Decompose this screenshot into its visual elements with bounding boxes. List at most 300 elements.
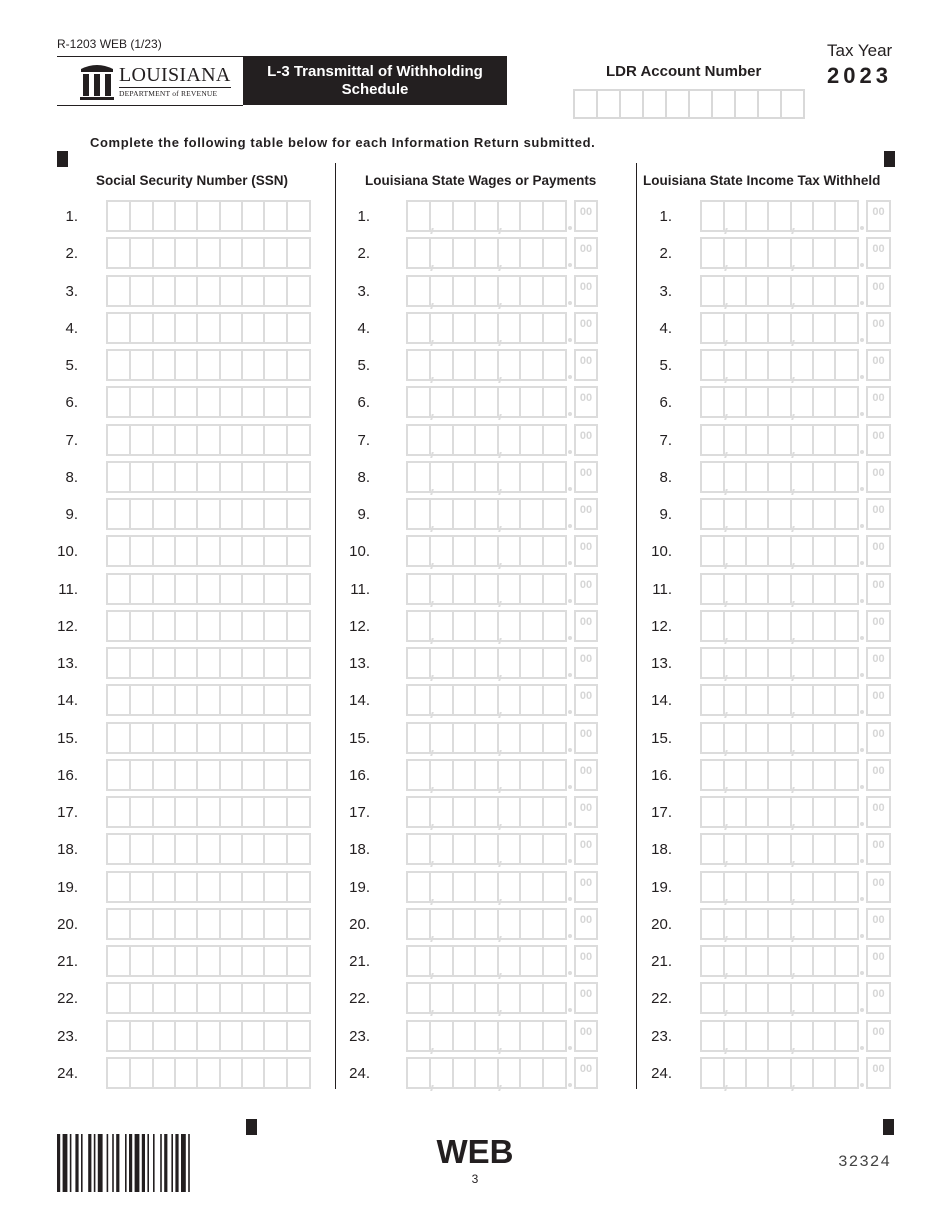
tax-withheld-cents-input[interactable]: 00 (866, 945, 891, 977)
tax-withheld-dollars-input[interactable] (700, 275, 859, 307)
tax-withheld-dollars-input[interactable] (700, 722, 859, 754)
ldr-digit-box[interactable] (667, 91, 690, 117)
digit-divider (429, 612, 431, 640)
tax-withheld-cents-input[interactable]: 00 (866, 386, 891, 418)
digit-divider (542, 351, 544, 379)
digit-divider (241, 612, 243, 640)
digit-divider (263, 761, 265, 789)
digit-divider (812, 500, 814, 528)
registration-mark (246, 1119, 257, 1135)
row-number: 21. (349, 953, 370, 970)
wages-dollars-input[interactable] (406, 349, 567, 381)
wages-dollars-input[interactable] (406, 647, 567, 679)
decimal-point (860, 338, 864, 342)
tax-withheld-cents-input[interactable]: 00 (866, 833, 891, 865)
tax-withheld-cents-input[interactable]: 00 (866, 461, 891, 493)
digit-divider (497, 798, 499, 826)
tax-withheld-cents-input[interactable]: 00 (866, 275, 891, 307)
digit-divider (286, 351, 288, 379)
digit-divider (452, 537, 454, 565)
wages-cents-input[interactable]: 00 (574, 535, 598, 567)
tax-withheld-cents-input[interactable]: 00 (866, 647, 891, 679)
wages-dollars-input[interactable] (406, 237, 567, 269)
wages-dollars-input[interactable] (406, 833, 567, 865)
row-number: 12. (349, 618, 370, 635)
digit-divider (196, 463, 198, 491)
digit-divider (429, 351, 431, 379)
tax-withheld-dollars-input[interactable] (700, 573, 859, 605)
tax-withheld-dollars-input[interactable] (700, 908, 859, 940)
digit-divider (429, 649, 431, 677)
digit-divider (723, 835, 725, 863)
digit-divider (241, 575, 243, 603)
tax-withheld-cents-input[interactable]: 00 (866, 349, 891, 381)
wages-dollars-input[interactable] (406, 1020, 567, 1052)
digit-divider (174, 202, 176, 230)
wages-dollars-input[interactable] (406, 498, 567, 530)
decimal-point (568, 375, 572, 379)
wages-dollars-input[interactable] (406, 573, 567, 605)
comma-separator (431, 303, 438, 309)
row-number: 1. (65, 208, 78, 225)
digit-divider (474, 835, 476, 863)
decimal-point (860, 673, 864, 677)
comma-separator (498, 712, 505, 718)
digit-divider (723, 873, 725, 901)
digit-divider (812, 686, 814, 714)
row-number: 7. (357, 432, 370, 449)
wages-cents-input[interactable]: 00 (574, 647, 598, 679)
tax-withheld-dollars-input[interactable] (700, 982, 859, 1014)
ssn-input[interactable] (106, 833, 311, 865)
digit-divider (745, 835, 747, 863)
digit-divider (152, 575, 154, 603)
barcode-bar (98, 1134, 103, 1192)
wages-cents-input[interactable]: 00 (574, 312, 598, 344)
row-number: 3. (65, 283, 78, 300)
louisiana-revenue-logo (57, 56, 243, 106)
comma-separator (791, 899, 798, 905)
barcode-bar (81, 1134, 83, 1192)
tax-withheld-dollars-input[interactable] (700, 945, 859, 977)
digit-divider (196, 612, 198, 640)
digit-divider (834, 761, 836, 789)
wages-dollars-input[interactable] (406, 871, 567, 903)
ssn-input[interactable] (106, 312, 311, 344)
ssn-input[interactable] (106, 237, 311, 269)
tax-withheld-dollars-input[interactable] (700, 386, 859, 418)
digit-divider (429, 277, 431, 305)
tax-withheld-cents-input[interactable]: 00 (866, 312, 891, 344)
digit-divider (152, 314, 154, 342)
ssn-input[interactable] (106, 386, 311, 418)
digit-divider (452, 277, 454, 305)
decimal-point (860, 934, 864, 938)
column-divider (636, 163, 637, 1089)
digit-divider (196, 1059, 198, 1087)
wages-cents-input[interactable]: 00 (574, 796, 598, 828)
tax-withheld-dollars-input[interactable] (700, 237, 859, 269)
ssn-input[interactable] (106, 498, 311, 530)
digit-divider (474, 314, 476, 342)
ssn-input[interactable] (106, 1057, 311, 1089)
wages-dollars-input[interactable] (406, 386, 567, 418)
wages-dollars-input[interactable] (406, 945, 567, 977)
digit-divider (241, 537, 243, 565)
comma-separator (431, 1010, 438, 1016)
wages-dollars-input[interactable] (406, 610, 567, 642)
wages-dollars-input[interactable] (406, 535, 567, 567)
digit-divider (174, 724, 176, 752)
tax-withheld-cents-input[interactable]: 00 (866, 796, 891, 828)
tax-withheld-cents-input[interactable]: 00 (866, 573, 891, 605)
digit-divider (790, 686, 792, 714)
wages-dollars-input[interactable] (406, 759, 567, 791)
digit-divider (219, 612, 221, 640)
ldr-digit-box[interactable] (759, 91, 782, 117)
digit-divider (519, 984, 521, 1012)
ssn-input[interactable] (106, 349, 311, 381)
registration-mark (57, 151, 68, 167)
tax-withheld-cents-input[interactable]: 00 (866, 684, 891, 716)
wages-cents-input[interactable]: 00 (574, 945, 598, 977)
ssn-input[interactable] (106, 424, 311, 456)
digit-divider (497, 239, 499, 267)
ssn-input[interactable] (106, 982, 311, 1014)
row-number: 11. (350, 581, 370, 598)
comma-separator (724, 340, 731, 346)
comma-separator (791, 675, 798, 681)
digit-divider (723, 910, 725, 938)
wages-dollars-input[interactable] (406, 200, 567, 232)
wages-cents-input[interactable]: 00 (574, 386, 598, 418)
row-number: 23. (57, 1028, 78, 1045)
digit-divider (474, 277, 476, 305)
ssn-input[interactable] (106, 573, 311, 605)
digit-divider (152, 798, 154, 826)
barcode-bar (88, 1134, 91, 1192)
digit-divider (219, 314, 221, 342)
digit-divider (519, 314, 521, 342)
tax-withheld-dollars-input[interactable] (700, 1057, 859, 1089)
digit-divider (241, 686, 243, 714)
logo-name: LOUISIANA (119, 64, 231, 86)
tax-withheld-cents-input[interactable]: 00 (866, 759, 891, 791)
digit-divider (519, 239, 521, 267)
tax-withheld-dollars-input[interactable] (700, 610, 859, 642)
digit-divider (452, 426, 454, 454)
tax-withheld-dollars-input[interactable] (700, 1020, 859, 1052)
tax-withheld-cents-input[interactable]: 00 (866, 1057, 891, 1089)
ldr-digit-box[interactable] (713, 91, 736, 117)
digit-divider (286, 798, 288, 826)
tax-withheld-dollars-input[interactable] (700, 833, 859, 865)
row-number: 6. (357, 394, 370, 411)
ssn-input[interactable] (106, 535, 311, 567)
digit-divider (812, 202, 814, 230)
digit-divider (497, 873, 499, 901)
ssn-input[interactable] (106, 759, 311, 791)
tax-withheld-dollars-input[interactable] (700, 349, 859, 381)
row-number: 4. (357, 320, 370, 337)
digit-divider (834, 1059, 836, 1087)
digit-divider (790, 500, 792, 528)
wages-cents-input[interactable]: 00 (574, 908, 598, 940)
wages-dollars-input[interactable] (406, 722, 567, 754)
digit-divider (790, 537, 792, 565)
decimal-point (860, 748, 864, 752)
tax-withheld-dollars-input[interactable] (700, 684, 859, 716)
comma-separator (431, 861, 438, 867)
wages-cents-input[interactable]: 00 (574, 237, 598, 269)
tax-withheld-dollars-input[interactable] (700, 424, 859, 456)
tax-withheld-cents-input[interactable]: 00 (866, 610, 891, 642)
comma-separator (791, 936, 798, 942)
digit-divider (452, 761, 454, 789)
wages-dollars-input[interactable] (406, 796, 567, 828)
digit-divider (129, 984, 131, 1012)
comma-separator (791, 1085, 798, 1091)
digit-divider (834, 686, 836, 714)
digit-divider (219, 947, 221, 975)
tax-withheld-cents-input[interactable]: 00 (866, 1020, 891, 1052)
digit-divider (767, 537, 769, 565)
digit-divider (767, 500, 769, 528)
digit-divider (286, 1022, 288, 1050)
digit-divider (174, 873, 176, 901)
digit-divider (834, 910, 836, 938)
digit-divider (174, 426, 176, 454)
tax-withheld-cents-input[interactable]: 00 (866, 722, 891, 754)
wages-cents-input[interactable]: 00 (574, 722, 598, 754)
digit-divider (542, 314, 544, 342)
digit-divider (263, 239, 265, 267)
digit-divider (542, 649, 544, 677)
tax-withheld-cents-input[interactable]: 00 (866, 871, 891, 903)
decimal-point (860, 226, 864, 230)
wages-dollars-input[interactable] (406, 684, 567, 716)
wages-cents-input[interactable]: 00 (574, 610, 598, 642)
decimal-point (568, 412, 572, 416)
digit-divider (790, 575, 792, 603)
barcode-bar (160, 1134, 162, 1192)
wages-dollars-input[interactable] (406, 1057, 567, 1089)
digit-divider (497, 612, 499, 640)
ssn-input[interactable] (106, 796, 311, 828)
ssn-input[interactable] (106, 684, 311, 716)
decimal-point (860, 822, 864, 826)
tax-withheld-cents-input[interactable]: 00 (866, 908, 891, 940)
digit-divider (812, 575, 814, 603)
digit-divider (745, 1022, 747, 1050)
digit-divider (429, 500, 431, 528)
digit-divider (196, 575, 198, 603)
comma-separator (498, 414, 505, 420)
digit-divider (497, 761, 499, 789)
digit-divider (790, 612, 792, 640)
wages-cents-input[interactable]: 00 (574, 833, 598, 865)
tax-withheld-cents-input[interactable]: 00 (866, 498, 891, 530)
wages-cents-input[interactable]: 00 (574, 424, 598, 456)
ssn-input[interactable] (106, 908, 311, 940)
row-number: 14. (651, 692, 672, 709)
digit-divider (497, 351, 499, 379)
ssn-input[interactable] (106, 647, 311, 679)
ssn-input[interactable] (106, 200, 311, 232)
wages-cents-input[interactable]: 00 (574, 200, 598, 232)
comma-separator (724, 787, 731, 793)
ldr-digit-box[interactable] (644, 91, 667, 117)
decimal-point (568, 450, 572, 454)
digit-divider (497, 910, 499, 938)
row-number: 10. (349, 543, 370, 560)
tax-withheld-dollars-input[interactable] (700, 796, 859, 828)
decimal-point (860, 524, 864, 528)
decimal-point (860, 561, 864, 565)
digit-divider (174, 1059, 176, 1087)
digit-divider (452, 649, 454, 677)
digit-divider (767, 984, 769, 1012)
wages-cents-input[interactable]: 00 (574, 871, 598, 903)
ssn-input[interactable] (106, 871, 311, 903)
digit-divider (196, 984, 198, 1012)
comma-separator (724, 526, 731, 532)
ldr-digit-box[interactable] (575, 91, 598, 117)
ldr-digit-box[interactable] (621, 91, 644, 117)
wages-cents-input[interactable]: 00 (574, 759, 598, 791)
row-number: 2. (659, 245, 672, 262)
decimal-point (860, 487, 864, 491)
tax-withheld-dollars-input[interactable] (700, 312, 859, 344)
row-number: 4. (659, 320, 672, 337)
digit-divider (241, 947, 243, 975)
wages-cents-input[interactable]: 00 (574, 684, 598, 716)
ldr-digit-box[interactable] (598, 91, 621, 117)
ldr-digit-box[interactable] (736, 91, 759, 117)
row-number: 15. (57, 730, 78, 747)
row-number: 20. (57, 916, 78, 933)
digit-divider (745, 612, 747, 640)
wages-cents-input[interactable]: 00 (574, 573, 598, 605)
digit-divider (474, 388, 476, 416)
digit-divider (767, 761, 769, 789)
tax-withheld-cents-input[interactable]: 00 (866, 982, 891, 1014)
ssn-input[interactable] (106, 722, 311, 754)
tax-withheld-dollars-input[interactable] (700, 535, 859, 567)
wages-dollars-input[interactable] (406, 312, 567, 344)
wages-cents-input[interactable]: 00 (574, 349, 598, 381)
comma-separator (498, 936, 505, 942)
digit-divider (745, 426, 747, 454)
wages-cents-input[interactable]: 00 (574, 461, 598, 493)
digit-divider (129, 798, 131, 826)
digit-divider (542, 724, 544, 752)
tax-withheld-cents-input[interactable]: 00 (866, 237, 891, 269)
tax-withheld-dollars-input[interactable] (700, 647, 859, 679)
row-number: 2. (65, 245, 78, 262)
comma-separator (724, 1085, 731, 1091)
digit-divider (152, 537, 154, 565)
wages-dollars-input[interactable] (406, 461, 567, 493)
row-number: 23. (651, 1028, 672, 1045)
ssn-input[interactable] (106, 1020, 311, 1052)
barcode-bar (129, 1134, 132, 1192)
wages-dollars-input[interactable] (406, 424, 567, 456)
decimal-point (568, 971, 572, 975)
wages-dollars-input[interactable] (406, 982, 567, 1014)
wages-cents-input[interactable]: 00 (574, 498, 598, 530)
digit-divider (542, 947, 544, 975)
tax-withheld-cents-input[interactable]: 00 (866, 200, 891, 232)
tax-withheld-dollars-input[interactable] (700, 498, 859, 530)
row-number: 7. (659, 432, 672, 449)
digit-divider (790, 835, 792, 863)
digit-divider (286, 463, 288, 491)
wages-dollars-input[interactable] (406, 908, 567, 940)
digit-divider (286, 426, 288, 454)
wages-cents-input[interactable]: 00 (574, 1020, 598, 1052)
wages-dollars-input[interactable] (406, 275, 567, 307)
comma-separator (431, 1085, 438, 1091)
digit-divider (790, 947, 792, 975)
comma-separator (431, 824, 438, 830)
ldr-account-input[interactable] (573, 89, 805, 119)
barcode-bar (175, 1134, 178, 1192)
comma-separator (791, 824, 798, 830)
decimal-point (568, 561, 572, 565)
registration-mark (884, 151, 895, 167)
digit-divider (474, 426, 476, 454)
wages-cents-input[interactable]: 00 (574, 1057, 598, 1089)
digit-divider (812, 1059, 814, 1087)
comma-separator (724, 414, 731, 420)
row-number: 13. (349, 655, 370, 672)
comma-separator (498, 303, 505, 309)
digit-divider (286, 984, 288, 1012)
digit-divider (834, 575, 836, 603)
digit-divider (474, 612, 476, 640)
tax-withheld-dollars-input[interactable] (700, 759, 859, 791)
ldr-digit-box[interactable] (690, 91, 713, 117)
digit-divider (241, 984, 243, 1012)
ssn-input[interactable] (106, 275, 311, 307)
digit-divider (286, 612, 288, 640)
digit-divider (286, 575, 288, 603)
ssn-input[interactable] (106, 610, 311, 642)
comma-separator (791, 787, 798, 793)
tax-withheld-dollars-input[interactable] (700, 200, 859, 232)
digit-divider (790, 277, 792, 305)
tax-withheld-dollars-input[interactable] (700, 461, 859, 493)
ssn-input[interactable] (106, 945, 311, 977)
digit-divider (474, 724, 476, 752)
digit-divider (286, 500, 288, 528)
digit-divider (452, 575, 454, 603)
decimal-point (860, 971, 864, 975)
tax-withheld-cents-input[interactable]: 00 (866, 424, 891, 456)
ssn-input[interactable] (106, 461, 311, 493)
ldr-digit-box[interactable] (782, 91, 803, 117)
digit-divider (745, 575, 747, 603)
decimal-point (568, 673, 572, 677)
wages-cents-input[interactable]: 00 (574, 275, 598, 307)
barcode-bar (57, 1134, 60, 1192)
tax-withheld-dollars-input[interactable] (700, 871, 859, 903)
tax-withheld-cents-input[interactable]: 00 (866, 535, 891, 567)
digit-divider (790, 1022, 792, 1050)
wages-cents-input[interactable]: 00 (574, 982, 598, 1014)
decimal-point (860, 412, 864, 416)
